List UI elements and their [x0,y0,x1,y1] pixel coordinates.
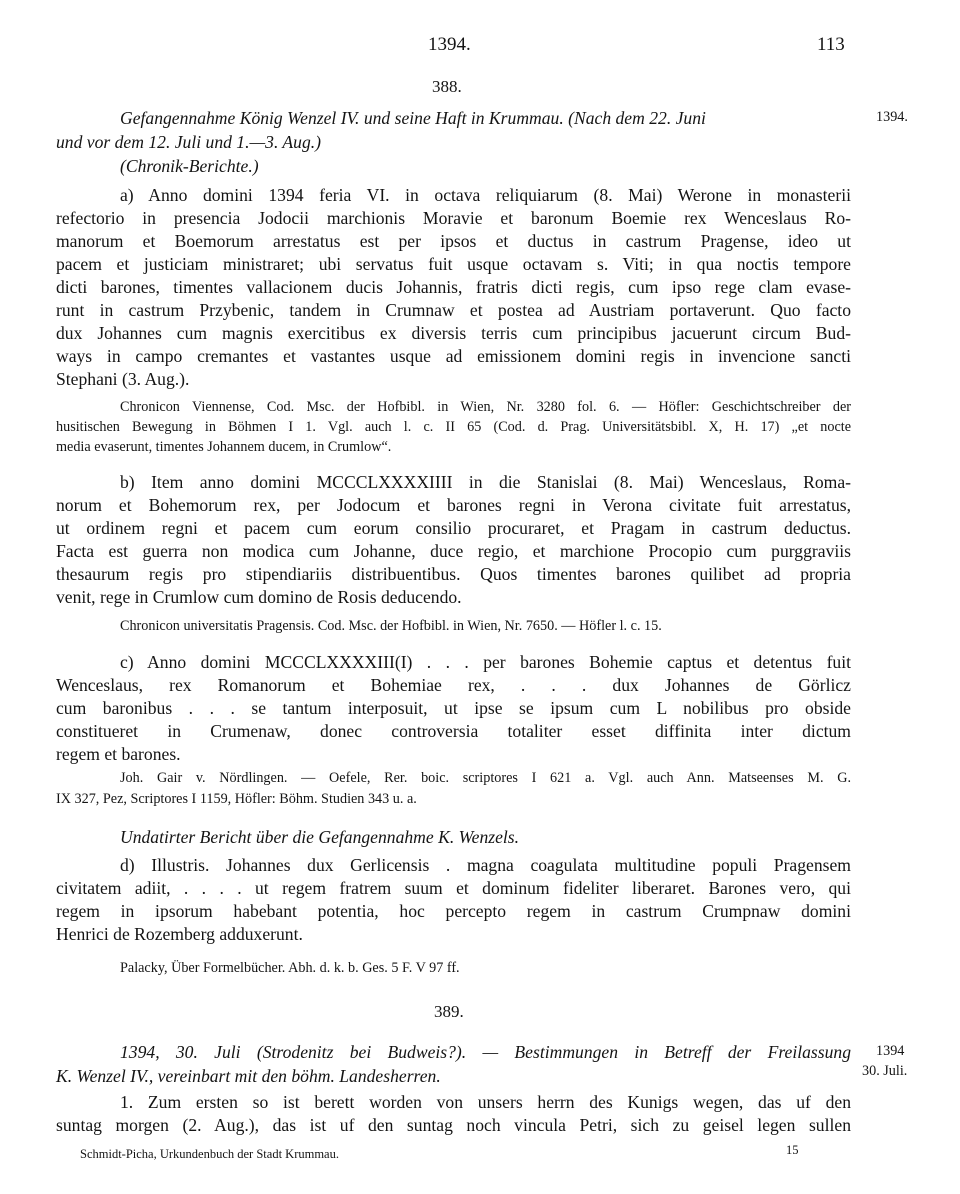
text-line: c) Anno domini MCCCLXXXXIII(I) . . . per barones Bohemie captus et detentus fuit [120,652,851,672]
title-line: und vor dem 12. Juli und 1.—3. Aug.) [56,132,322,152]
text-line: runt in castrum Przybenic, tandem in Crumnaw et postea ad Austriam portaverunt. Quo facto [56,300,851,320]
source-line: media evaserunt, timentes Johannem ducem, in Crumlow“. [56,439,392,455]
source-line: IX 327, Pez, Scriptores I 1159, Höfler: Böhm. Studien 343 u. a. [56,791,417,807]
margin-date: 30. Juli. [862,1063,908,1079]
title-line: Gefangennahme König Wenzel IV. und seine Haft in Krummau. (Nach dem 22. Juni [120,108,706,128]
text-line: Stephani (3. Aug.). [56,369,190,389]
text-line: venit, rege in Crumlow cum domino de Rosis deducendo. [56,587,462,607]
text-line: cum baronibus . . . se tantum interposuit, ut ipse se ipsum cum L nobilibus pro obside [56,698,851,718]
section-subtitle: Undatirter Bericht über die Gefangennahme K. Wenzels. [120,827,520,847]
entry-389-number: 389. [434,1002,464,1021]
text-line: manorum et Boemorum arrestatus est per ipsos et ductus in castrum Pragense, ideo ut [56,231,851,251]
text-line: Henrici de Rozemberg adduxerunt. [56,924,303,944]
text-line: suntag morgen (2. Aug.), das ist uf den suntag noch vincula Petri, sich zu geisel legen sullen [56,1115,851,1135]
title-line: (Chronik-Berichte.) [120,156,259,176]
text-line: b) Item anno domini MCCCLXXXXIIII in die Stanislai (8. Mai) Wenceslaus, Roma- [120,472,851,492]
footer-signature-mark: 15 [786,1143,799,1157]
text-line: constitueret in Crumenaw, donec controversia totaliter esset diffinita inter dictum [56,721,851,741]
text-line: ut ordinem regni et pacem cum eorum consilio procuraret, et Pragam in castrum deductus. [56,518,851,538]
margin-date: 1394 [876,1043,905,1059]
text-line: dicti barones, timentes vallacionem ducis Johannis, fratris dicti regis, cum ipso rege clam evase- [56,277,851,297]
text-line: civitatem adiit, . . . . ut regem fratrem suum et dominum fideliter liberaret. Barones vero, qui [56,878,851,898]
text-line: regem in ipsorum habebant potentia, hoc percepto regem in castrum Crumpnaw domini [56,901,851,921]
running-header-year: 1394. [428,34,471,55]
text-line: Wenceslaus, rex Romanorum et Bohemiae rex, . . . dux Johannes de Görlicz [56,675,851,695]
entry-388-number: 388. [432,77,462,96]
text-line: Facta est guerra non modica cum Johanne, duce regio, et marchione Procopio cum purggraviis [56,541,851,561]
source-line: Joh. Gair v. Nördlingen. — Oefele, Rer. boic. scriptores I 621 a. Vgl. auch Ann. Matseenses M. G. [120,770,851,786]
text-line: norum et Bohemorum rex, per Jodocum et barones regni in Verona civitate fuit arrestatus, [56,495,851,515]
page-number: 113 [817,34,845,55]
source-line: Chronicon Viennense, Cod. Msc. der Hofbibl. in Wien, Nr. 3280 fol. 6. — Höfler: Geschichtschreiber der [120,399,851,415]
text-line: pacem et justiciam ministraret; ubi servatus fuit usque octavam s. Viti; in qua noctis tempore [56,254,851,274]
text-line: ways in campo cremantes et vastantes usque ad emissionem domini regis in invencione sancti [56,346,851,366]
margin-date: 1394. [876,109,908,125]
source-line: Palacky, Über Formelbücher. Abh. d. k. b. Ges. 5 F. V 97 ff. [120,960,460,976]
text-line: a) Anno domini 1394 feria VI. in octava reliquiarum (8. Mai) Werone in monasterii [120,185,851,205]
text-line: d) Illustris. Johannes dux Gerlicensis . magna coagulata multitudine populi Pragensem [120,855,851,875]
text-line: regem et barones. [56,744,181,764]
text-line: thesaurum regis pro stipendiariis distribuentibus. Quos timentes barones quilibet ad propria [56,564,851,584]
title-line: 1394, 30. Juli (Strodenitz bei Budweis?). — Bestimmungen in Betreff der Freilassung [120,1042,851,1062]
source-line: Chronicon universitatis Pragensis. Cod. Msc. der Hofbibl. in Wien, Nr. 7650. — Höfler l. c. 15. [120,618,662,634]
title-line: K. Wenzel IV., vereinbart mit den böhm. Landesherren. [56,1066,441,1086]
text-line: 1. Zum ersten so ist berett worden von unsers herrn des Kunigs wegen, das uf den [120,1092,851,1112]
text-line: refectorio in presencia Jodocii marchionis Moravie et baronum Boemie rex Wenceslaus Ro- [56,208,851,228]
footer-printer-line: Schmidt-Picha, Urkundenbuch der Stadt Krummau. [80,1147,339,1161]
text-line: dux Johannes cum magnis exercitibus ex diversis terris cum principibus jacuerunt circum Bud- [56,323,851,343]
source-line: husitischen Bewegung in Böhmen I 1. Vgl. auch l. c. II 65 (Cod. d. Prag. Universitätsbibl. X, H. 17) „et nocte [56,419,851,435]
